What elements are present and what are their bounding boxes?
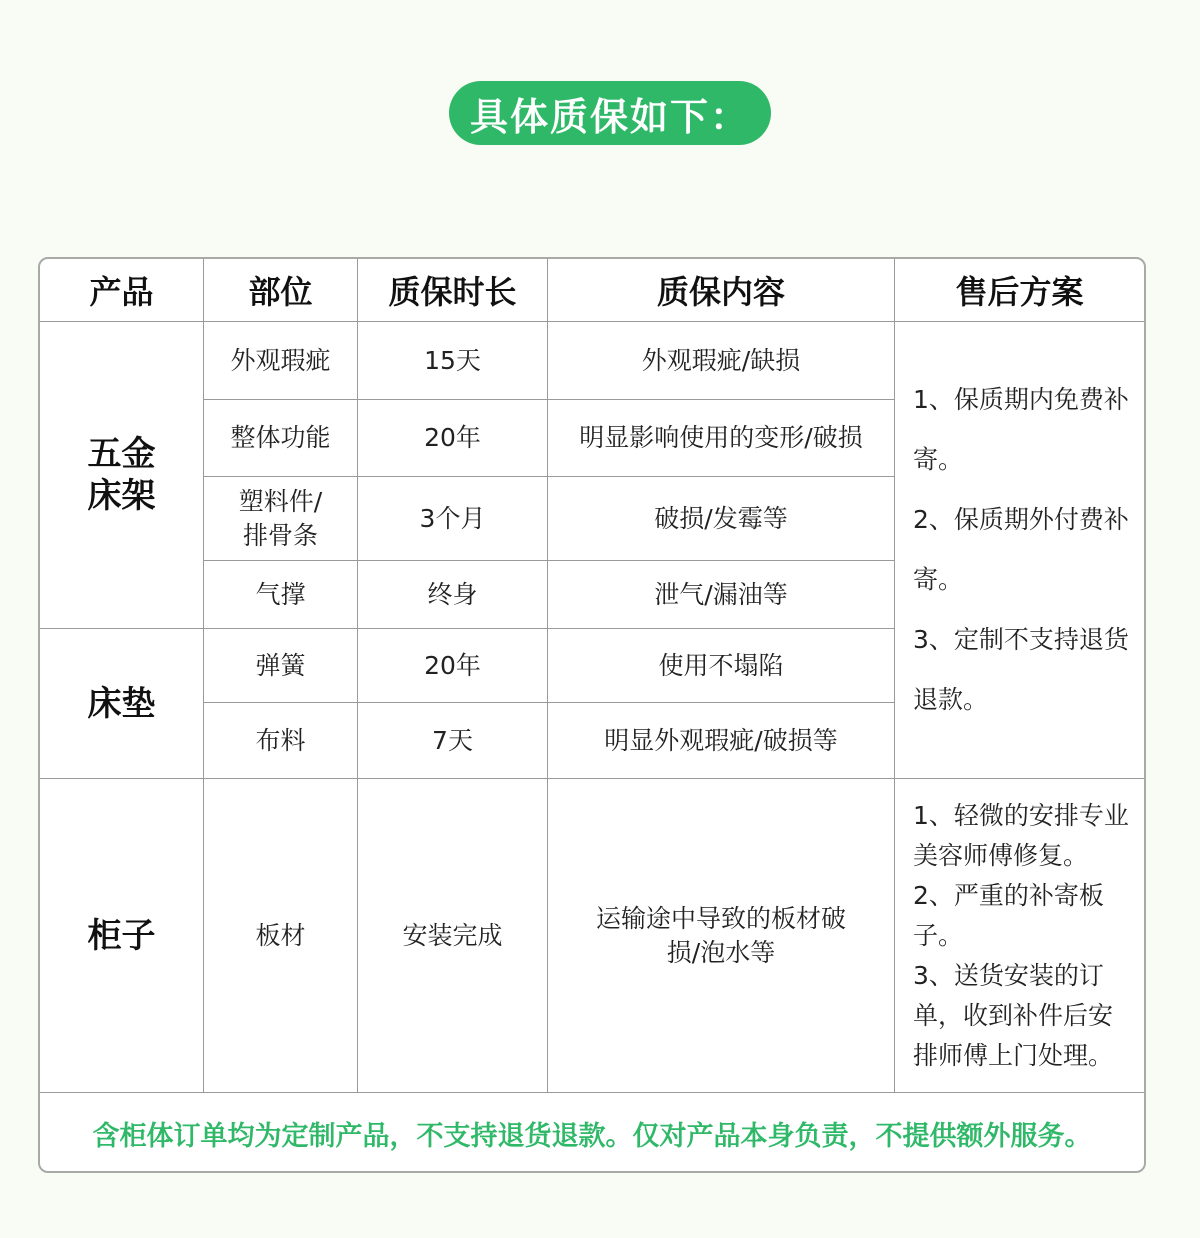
product-cabinet: 柜子 xyxy=(40,779,204,1093)
cabinet-row-1-content-label: 运输途中导致的板材破损/泡水等 xyxy=(595,903,846,967)
product-frame xyxy=(40,322,204,629)
after-sales-1-item-3: 3、定制不支持退货退款。 xyxy=(913,625,1129,714)
after-sales-2-item-1: 1、轻微的安排专业美容师傅修复。 xyxy=(913,800,1129,870)
cabinet-row-1-content xyxy=(548,779,895,1093)
after-sales-list-2 xyxy=(895,796,1144,1076)
after-sales-1-item-1: 1、保质期内免费补寄。 xyxy=(913,385,1129,474)
after-sales-2-item-2: 2、严重的补寄板子。 xyxy=(913,880,1104,950)
after-sales-2-item-3: 3、送货安装的订单，收到补件后安排师傅上门处理。 xyxy=(913,960,1114,1070)
mattress-row-2-part: 布料 xyxy=(204,703,358,779)
after-sales-1-item-2: 2、保质期外付费补寄。 xyxy=(913,505,1129,594)
header-product: 产品 xyxy=(40,259,204,322)
after-sales-frame-mattress xyxy=(895,322,1144,779)
header-part: 部位 xyxy=(204,259,358,322)
frame-row-2-content: 明显影响使用的变形/破损 xyxy=(548,400,895,477)
mattress-row-2-content: 明显外观瑕疵/破损等 xyxy=(548,703,895,779)
frame-row-3-duration: 3个月 xyxy=(358,477,548,561)
mattress-row-1-duration: 20年 xyxy=(358,629,548,703)
frame-row-2-part: 整体功能 xyxy=(204,400,358,477)
after-sales-list-1 xyxy=(895,370,1144,730)
mattress-row-1-content: 使用不塌陷 xyxy=(548,629,895,703)
mattress-row-1-part: 弹簧 xyxy=(204,629,358,703)
frame-row-3-content: 破损/发霉等 xyxy=(548,477,895,561)
frame-row-4-duration: 终身 xyxy=(358,561,548,629)
frame-row-4-part: 气撑 xyxy=(204,561,358,629)
mattress-row-2-duration: 7天 xyxy=(358,703,548,779)
frame-row-3-part xyxy=(204,477,358,561)
frame-row-1-content: 外观瑕疵/缺损 xyxy=(548,322,895,400)
after-sales-cabinet xyxy=(895,779,1144,1093)
frame-row-4-content: 泄气/漏油等 xyxy=(548,561,895,629)
header-after-sales: 售后方案 xyxy=(895,259,1144,322)
frame-row-3-part-label: 塑料件/排骨条 xyxy=(238,486,323,550)
cabinet-row-1-duration: 安装完成 xyxy=(358,779,548,1093)
product-frame-label: 五金床架 xyxy=(87,434,156,516)
frame-row-2-duration: 20年 xyxy=(358,400,548,477)
header-content: 质保内容 xyxy=(548,259,895,322)
header-duration: 质保时长 xyxy=(358,259,548,322)
frame-row-1-duration: 15天 xyxy=(358,322,548,400)
product-mattress: 床垫 xyxy=(40,629,204,779)
frame-row-1-part: 外观瑕疵 xyxy=(204,322,358,400)
cabinet-row-1-part: 板材 xyxy=(204,779,358,1093)
page-title: 具体质保如下： xyxy=(449,81,771,145)
warranty-table xyxy=(38,257,1146,1173)
footer-note: 含柜体订单均为定制产品，不支持退货退款。仅对产品本身负责，不提供额外服务。 xyxy=(92,1120,1092,1152)
